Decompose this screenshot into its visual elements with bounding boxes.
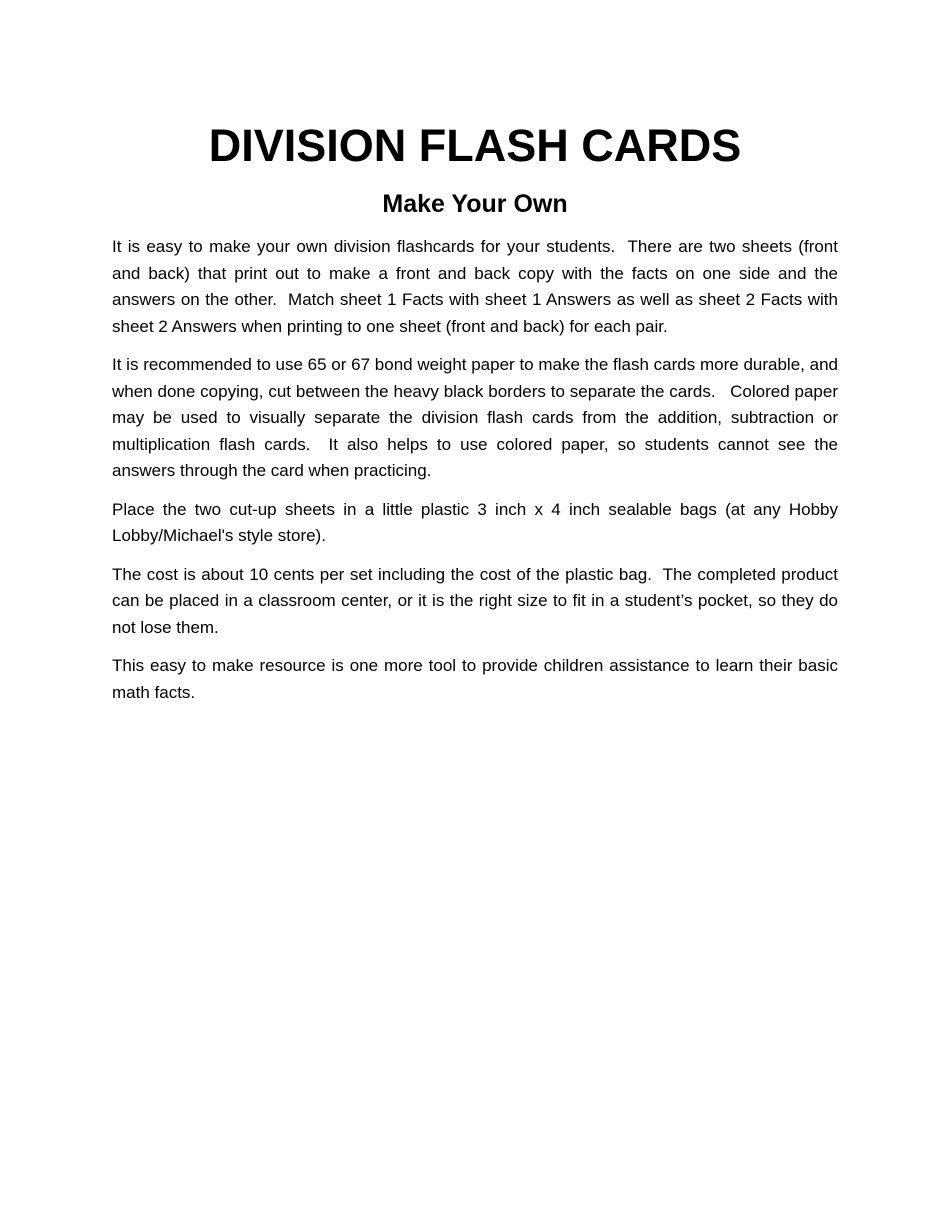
page-title: DIVISION FLASH CARDS	[208, 120, 742, 171]
document-body	[112, 234, 843, 706]
paragraph-paper-recommendation: It is recommended to use 65 or 67 bond weight paper to make the flash cards more durable, and when done copying, cut between the heavy black borders to separate the cards. Colored paper may be used to visually separate the division flash cards from the addition, subtraction or multiplication flash cards. It also helps to use colored paper, so students cannot see the answers through the card when practicing.	[112, 355, 843, 480]
paragraph-cost: The cost is about 10 cents per set including the cost of the plastic bag. The completed product can be placed in a classroom center, or it is the right size to fit in a student’s pocket, so they do not lose them.	[112, 564, 843, 637]
page-subtitle: Make Your Own	[382, 190, 568, 218]
paragraph-intro: It is easy to make your own division flashcards for your students. There are two sheets (front and back) that print out to make a front and back copy with the facts on one side and the answers on the other. Match sheet 1 Facts with sheet 1 Answers as well as sheet 2 Facts with sheet 2 Answers when printing to one sheet (front and back) for each pair.	[112, 237, 843, 336]
paragraph-conclusion: This easy to make resource is one more tool to provide children assistance to learn their basic math facts.	[112, 656, 843, 702]
paragraph-storage: Place the two cut-up sheets in a little plastic 3 inch x 4 inch sealable bags (at any Hobby Lobby/Michael's style store).	[112, 499, 843, 545]
